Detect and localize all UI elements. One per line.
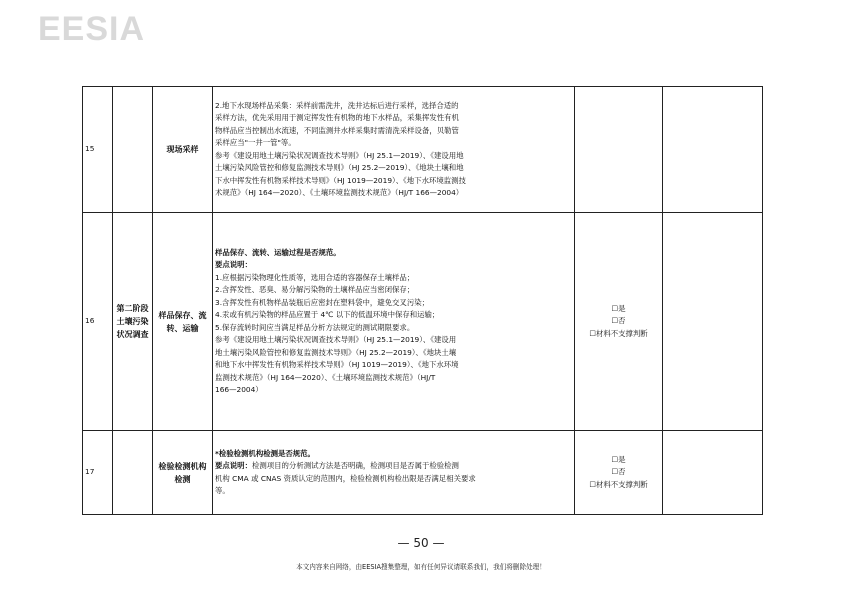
content-line: 参考《建设用地土壤污染状况调查技术导则》（HJ 25.1—2019）、《建设用 [215, 335, 457, 344]
content-subtitle-rest: 检测项目的分析测试方法是否明确，检测项目是否属于检验检测 [251, 461, 459, 470]
content-line: 地土壤污染风险管控和修复监测技术导则》（HJ 25.2—2019）、《地块土壤 [215, 347, 457, 357]
table-row [83, 87, 763, 213]
stage-cell [113, 87, 153, 213]
table-row [83, 431, 763, 515]
content-line: 采样方法，优先采用用于测定挥发性有机物的地下水样品，采集挥发性有机 [215, 113, 459, 122]
note-cell [663, 87, 763, 213]
check-item: 检验检测机构检测 [153, 431, 213, 515]
judgement-cell [575, 213, 663, 431]
stage-cell: 第二阶段土壤污染状况调查 [113, 213, 153, 431]
option-insufficient-checkbox[interactable]: ☐材料不支撑判断 [589, 328, 648, 338]
content-line: 1.应根据污染物理化性质等，选用合适的容器保存土壤样品； [215, 272, 415, 282]
content-line: 和地下水中挥发性有机物采样技术导则》（HJ 1019—2019）、《地下水环境 [215, 360, 459, 369]
content-line: 2.含挥发性、恶臭、易分解污染物的土壤样品应当密闭保存； [215, 285, 415, 294]
table-row [83, 213, 763, 431]
content-line: 4.汞或有机污染物的样品应置于 4℃ 以下的低温环境中保存和运输； [215, 310, 440, 319]
note-cell [663, 431, 763, 515]
eesia-logo: EESIA [38, 10, 146, 48]
content-line: 2.地下水现场样品采集：采样前需洗井，洗井达标后进行采样，选择合适的 [215, 100, 459, 110]
judgement-cell [575, 431, 663, 515]
content-line [215, 460, 572, 473]
content-line: 3.含挥发性有机物样品装瓶后应密封在塑料袋中，避免交叉污染； [215, 297, 429, 307]
content-line: 166—2004） [215, 385, 263, 394]
content-subtitle: 要点说明： [215, 461, 252, 470]
check-item: 现场采样 [153, 87, 213, 213]
stage-cell [113, 431, 153, 515]
judgement-cell [575, 87, 663, 213]
content-line: 参考《建设用地土壤污染状况调查技术导则》（HJ 25.1—2019）、《建设用地 [215, 150, 464, 160]
note-cell [663, 213, 763, 431]
option-yes-checkbox[interactable]: ☐是 [611, 454, 626, 464]
option-yes-checkbox[interactable]: ☐是 [611, 303, 626, 313]
page-number: — 50 — [397, 536, 445, 550]
content-line: 下水中挥发性有机物采样技术导则》（HJ 1019—2019）、《地下水环境监测技 [215, 175, 466, 185]
content-line: 5.保存流转时间应当满足样品分析方法规定的测试期限要求。 [215, 322, 415, 332]
check-item: 样品保存、流转、运输 [153, 213, 213, 431]
content-title: 样品保存、流转、运输过程是否规范。 [215, 247, 341, 257]
row-number: 17 [83, 431, 113, 515]
content-line: 物样品应当控制出水流速，不同监测井水样采集时需清洗采样设备，贝勒管 [215, 125, 459, 135]
content-subtitle: 要点说明： [215, 260, 252, 269]
option-no-checkbox[interactable]: ☐否 [611, 316, 626, 326]
content-title: *检验检测机构检测是否规范。 [215, 448, 315, 458]
option-no-checkbox[interactable]: ☐否 [611, 467, 626, 477]
check-content [213, 431, 575, 515]
review-table [82, 86, 763, 515]
footer-disclaimer: 本文内容来自网络，由EESIA搜集整理，如有任何异议请联系我们，我们将删除处理！ [296, 563, 546, 571]
content-line: 机构 CMA 或 CNAS 资质认定的范围内，检验检测机构检出限是否满足相关要求 [215, 473, 476, 483]
content-line: 监测技术规范》（HJ 164—2020）、《土壤环境监测技术规范》（HJ/T [215, 372, 436, 382]
content-line: 采样应当"一井一管"等。 [215, 138, 296, 147]
content-line: 土壤污染风险管控和修复监测技术导则》（HJ 25.2—2019）、《地块土壤和地 [215, 163, 464, 172]
check-content [213, 87, 575, 213]
row-number: 15 [83, 87, 113, 213]
row-number: 16 [83, 213, 113, 431]
content-line: 术规范》（HJ 164—2020）、《土壤环境监测技术规范》（HJ/T 166—2004） [215, 188, 464, 197]
check-content [213, 213, 575, 431]
content-line: 等。 [215, 486, 230, 495]
option-insufficient-checkbox[interactable]: ☐材料不支撑判断 [589, 479, 648, 489]
